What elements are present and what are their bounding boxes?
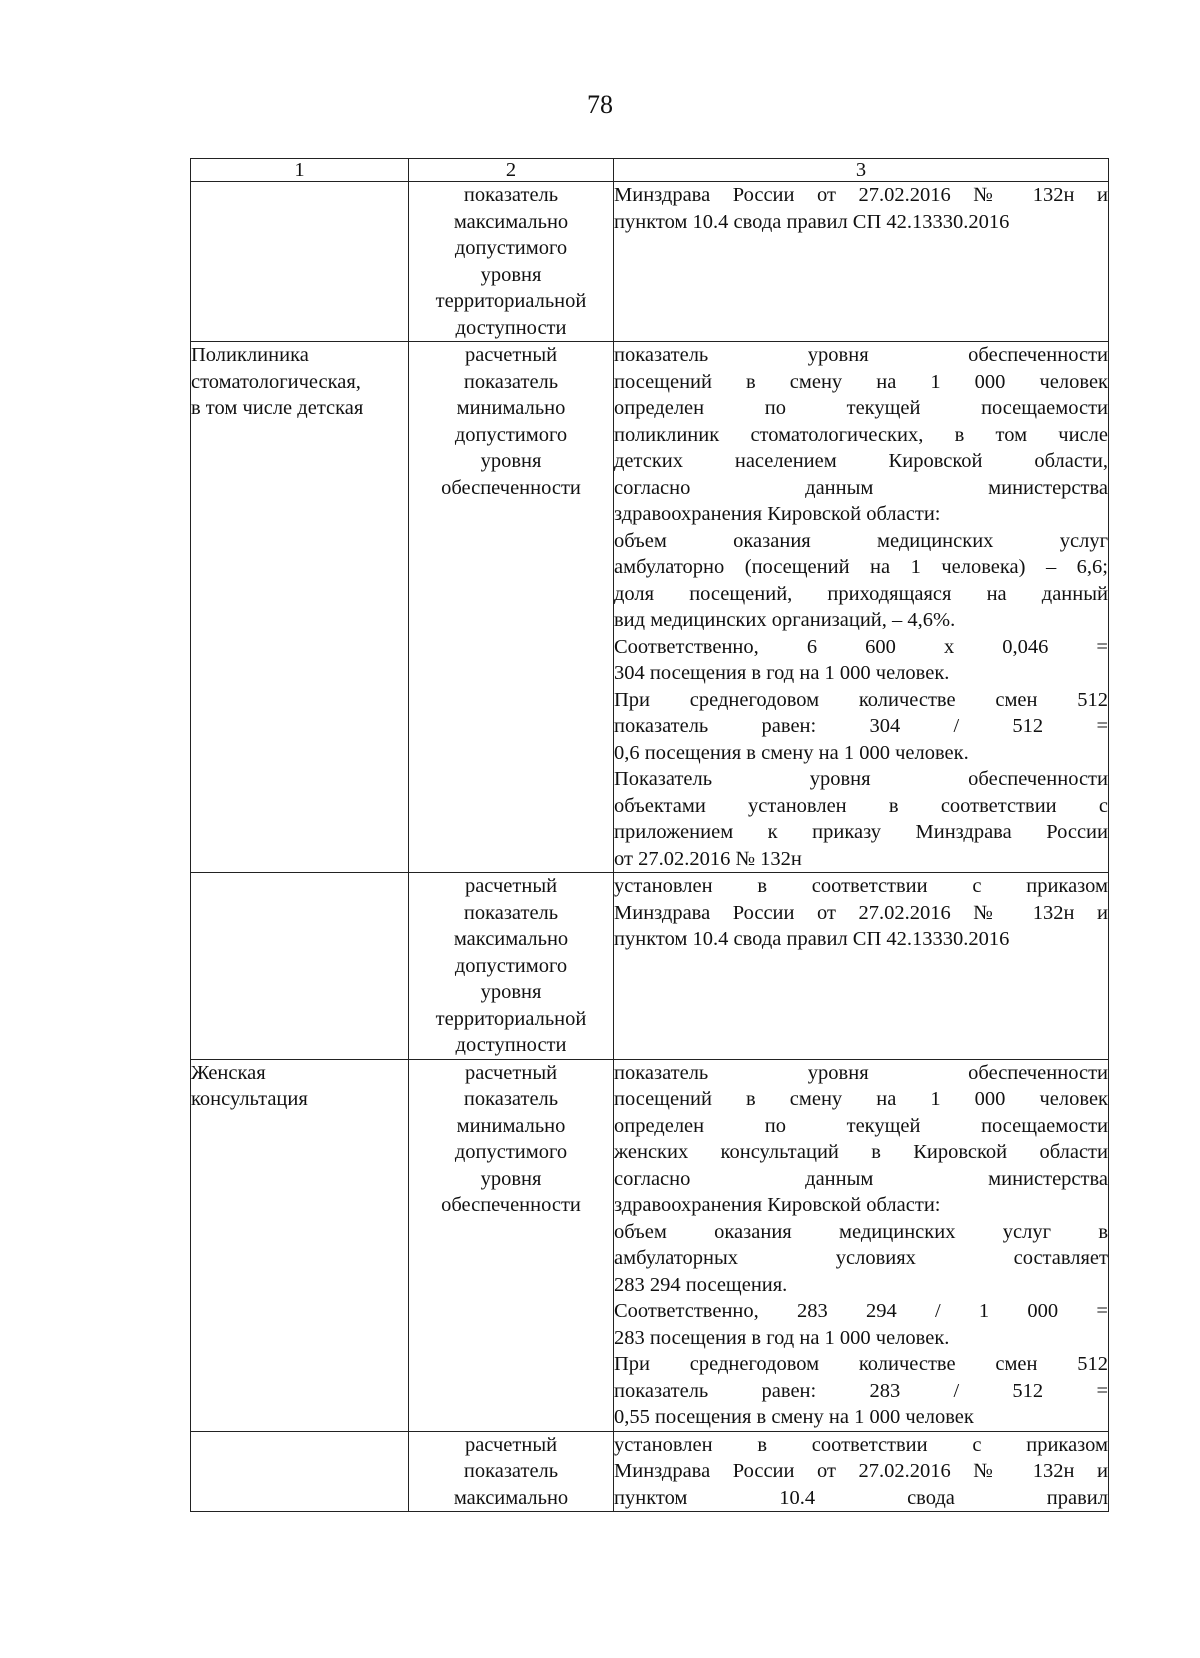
justification-line: пунктом 10.4 свода правил [614, 1486, 1108, 1509]
justification-line: объектами установлен в соответствии с [614, 794, 1108, 817]
justification-line: посещений в смену на 1 000 человек [614, 1088, 1108, 1110]
justification-line: определен по текущей посещаемости [614, 397, 1108, 419]
indicator-type-line: доступности [455, 316, 567, 339]
indicator-type-line: расчетный [464, 344, 558, 366]
justification-line: Соответственно, 283 294 / 1 000 = [614, 1300, 1108, 1322]
indicator-type-line: минимально [456, 1114, 566, 1137]
justification-line: доля посещений, приходящаяся на данный [614, 582, 1108, 605]
indicator-type-line: минимально [456, 397, 566, 419]
indicator-type-line: расчетный [464, 875, 558, 897]
justification-line: согласно данным министерства [614, 1167, 1108, 1190]
justification-line: приложением к приказу Минздрава России [614, 821, 1108, 843]
indicator-type-line: показатель [463, 184, 559, 206]
justification-line: определен по текущей посещаемости [614, 1114, 1108, 1137]
indicator-type-line: показатель [463, 901, 559, 924]
justification-line: амбулаторно (посещений на 1 человека) – 6,6; [614, 556, 1108, 578]
indicator-type-line: территориальной [435, 1007, 587, 1030]
indicator-type-line: уровня [480, 263, 542, 286]
justification-line: 304 посещения в год на 1 000 человек. [614, 662, 950, 684]
indicator-type-cell [409, 873, 614, 1060]
justification-line: показатель уровня обеспеченности [614, 344, 1108, 366]
object-type-cell [191, 342, 409, 873]
justification-line: поликлиник стоматологических, в том числе [614, 423, 1108, 446]
indicator-type-cell [409, 182, 614, 342]
table-row [191, 1431, 1109, 1512]
justification-line: здравоохранения Кировской области: [614, 503, 941, 525]
table-row [191, 873, 1109, 1060]
justification-cell [614, 342, 1109, 873]
justification-line: Минздрава России от 27.02.2016 № 132н и [614, 901, 1108, 924]
justification-line: амбулаторных условиях составляет [614, 1247, 1108, 1269]
table-row [191, 1059, 1109, 1431]
indicator-type-line: уровня [480, 450, 542, 472]
justification-line: 0,55 посещения в смену на 1 000 человек [614, 1406, 974, 1428]
justification-line: объем оказания медицинских услуг [614, 529, 1108, 552]
table-body [191, 182, 1109, 1512]
table-row [191, 342, 1109, 873]
justification-line: Соответственно, 6 600 x 0,046 = [614, 635, 1108, 658]
column-header-2: 2 [409, 159, 614, 182]
justification-line: посещений в смену на 1 000 человек [614, 370, 1108, 393]
object-type-cell [191, 873, 409, 1060]
indicator-type-line: территориальной [435, 290, 587, 312]
justification-line: вид медицинских организаций, – 4,6%. [614, 609, 956, 631]
table-row [191, 182, 1109, 342]
object-type-cell [191, 182, 409, 342]
justification-line: Минздрава России от 27.02.2016 № 132н и [614, 1460, 1108, 1482]
justification-line: детских населением Кировской области, [614, 450, 1108, 472]
justification-line: Минздрава России от 27.02.2016 № 132н и [614, 184, 1108, 206]
indicator-type-line: обеспеченности [441, 1194, 581, 1216]
justification-cell [614, 182, 1109, 342]
indicator-type-line: максимально [453, 1486, 569, 1509]
indicator-type-cell [409, 342, 614, 873]
justification-line: согласно данным министерства [614, 476, 1108, 499]
justification-line: 283 294 посещения. [614, 1273, 788, 1296]
indicator-type-line: допустимого [454, 237, 568, 259]
justification-line: от 27.02.2016 № 132н [614, 847, 802, 870]
object-type-line: консультация [191, 1088, 308, 1110]
justification-line: Показатель уровня обеспеченности [614, 768, 1108, 790]
justification-line: объем оказания медицинских услуг в [614, 1220, 1108, 1243]
indicator-type-line: обеспеченности [441, 476, 581, 499]
indicator-type-line: расчетный [464, 1061, 558, 1084]
justification-line: 283 посещения в год на 1 000 человек. [614, 1326, 950, 1349]
object-type-line: в том числе детская [191, 397, 364, 419]
column-header-1: 1 [191, 159, 409, 182]
justification-line: показатель равен: 283 / 512 = [614, 1379, 1108, 1402]
indicator-type-line: доступности [455, 1034, 567, 1056]
justification-line: пунктом 10.4 свода правил СП 42.13330.2016 [614, 210, 1010, 233]
indicator-type-line: максимально [453, 928, 569, 950]
justification-cell [614, 1059, 1109, 1431]
indicator-type-line: уровня [480, 1167, 542, 1190]
justification-cell [614, 1431, 1109, 1512]
indicator-type-line: допустимого [454, 954, 568, 977]
justification-line: здравоохранения Кировской области: [614, 1194, 941, 1216]
indicator-type-cell [409, 1431, 614, 1512]
object-type-line: стоматологическая, [191, 370, 361, 393]
justification-line: При среднегодовом количестве смен 512 [614, 688, 1108, 711]
justification-line: женских консультаций в Кировской области [614, 1141, 1108, 1163]
object-type-line: Женская [191, 1061, 266, 1084]
table-header-row [191, 159, 1109, 182]
page-number: 78 [587, 90, 613, 119]
column-header-3: 3 [614, 159, 1109, 182]
indicator-type-line: показатель [463, 370, 559, 393]
justification-line: 0,6 посещения в смену на 1 000 человек. [614, 741, 969, 764]
justification-cell [614, 873, 1109, 1060]
object-type-line: Поликлиника [191, 344, 309, 366]
indicator-type-line: допустимого [454, 423, 568, 446]
justification-line: показатель равен: 304 / 512 = [614, 715, 1108, 737]
indicator-type-line: показатель [463, 1460, 559, 1482]
justification-line: При среднегодовом количестве смен 512 [614, 1353, 1108, 1375]
indicator-type-line: уровня [480, 981, 542, 1003]
indicator-type-line: максимально [453, 210, 569, 233]
indicator-type-cell [409, 1059, 614, 1431]
standards-table [190, 158, 1109, 1512]
justification-line: установлен в соответствии с приказом [614, 875, 1108, 897]
justification-line: установлен в соответствии с приказом [614, 1433, 1108, 1456]
indicator-type-line: показатель [463, 1088, 559, 1110]
object-type-cell [191, 1059, 409, 1431]
justification-line: пунктом 10.4 свода правил СП 42.13330.2016 [614, 928, 1010, 950]
indicator-type-line: допустимого [454, 1141, 568, 1163]
justification-line: показатель уровня обеспеченности [614, 1061, 1108, 1084]
indicator-type-line: расчетный [464, 1433, 558, 1456]
object-type-cell [191, 1431, 409, 1512]
